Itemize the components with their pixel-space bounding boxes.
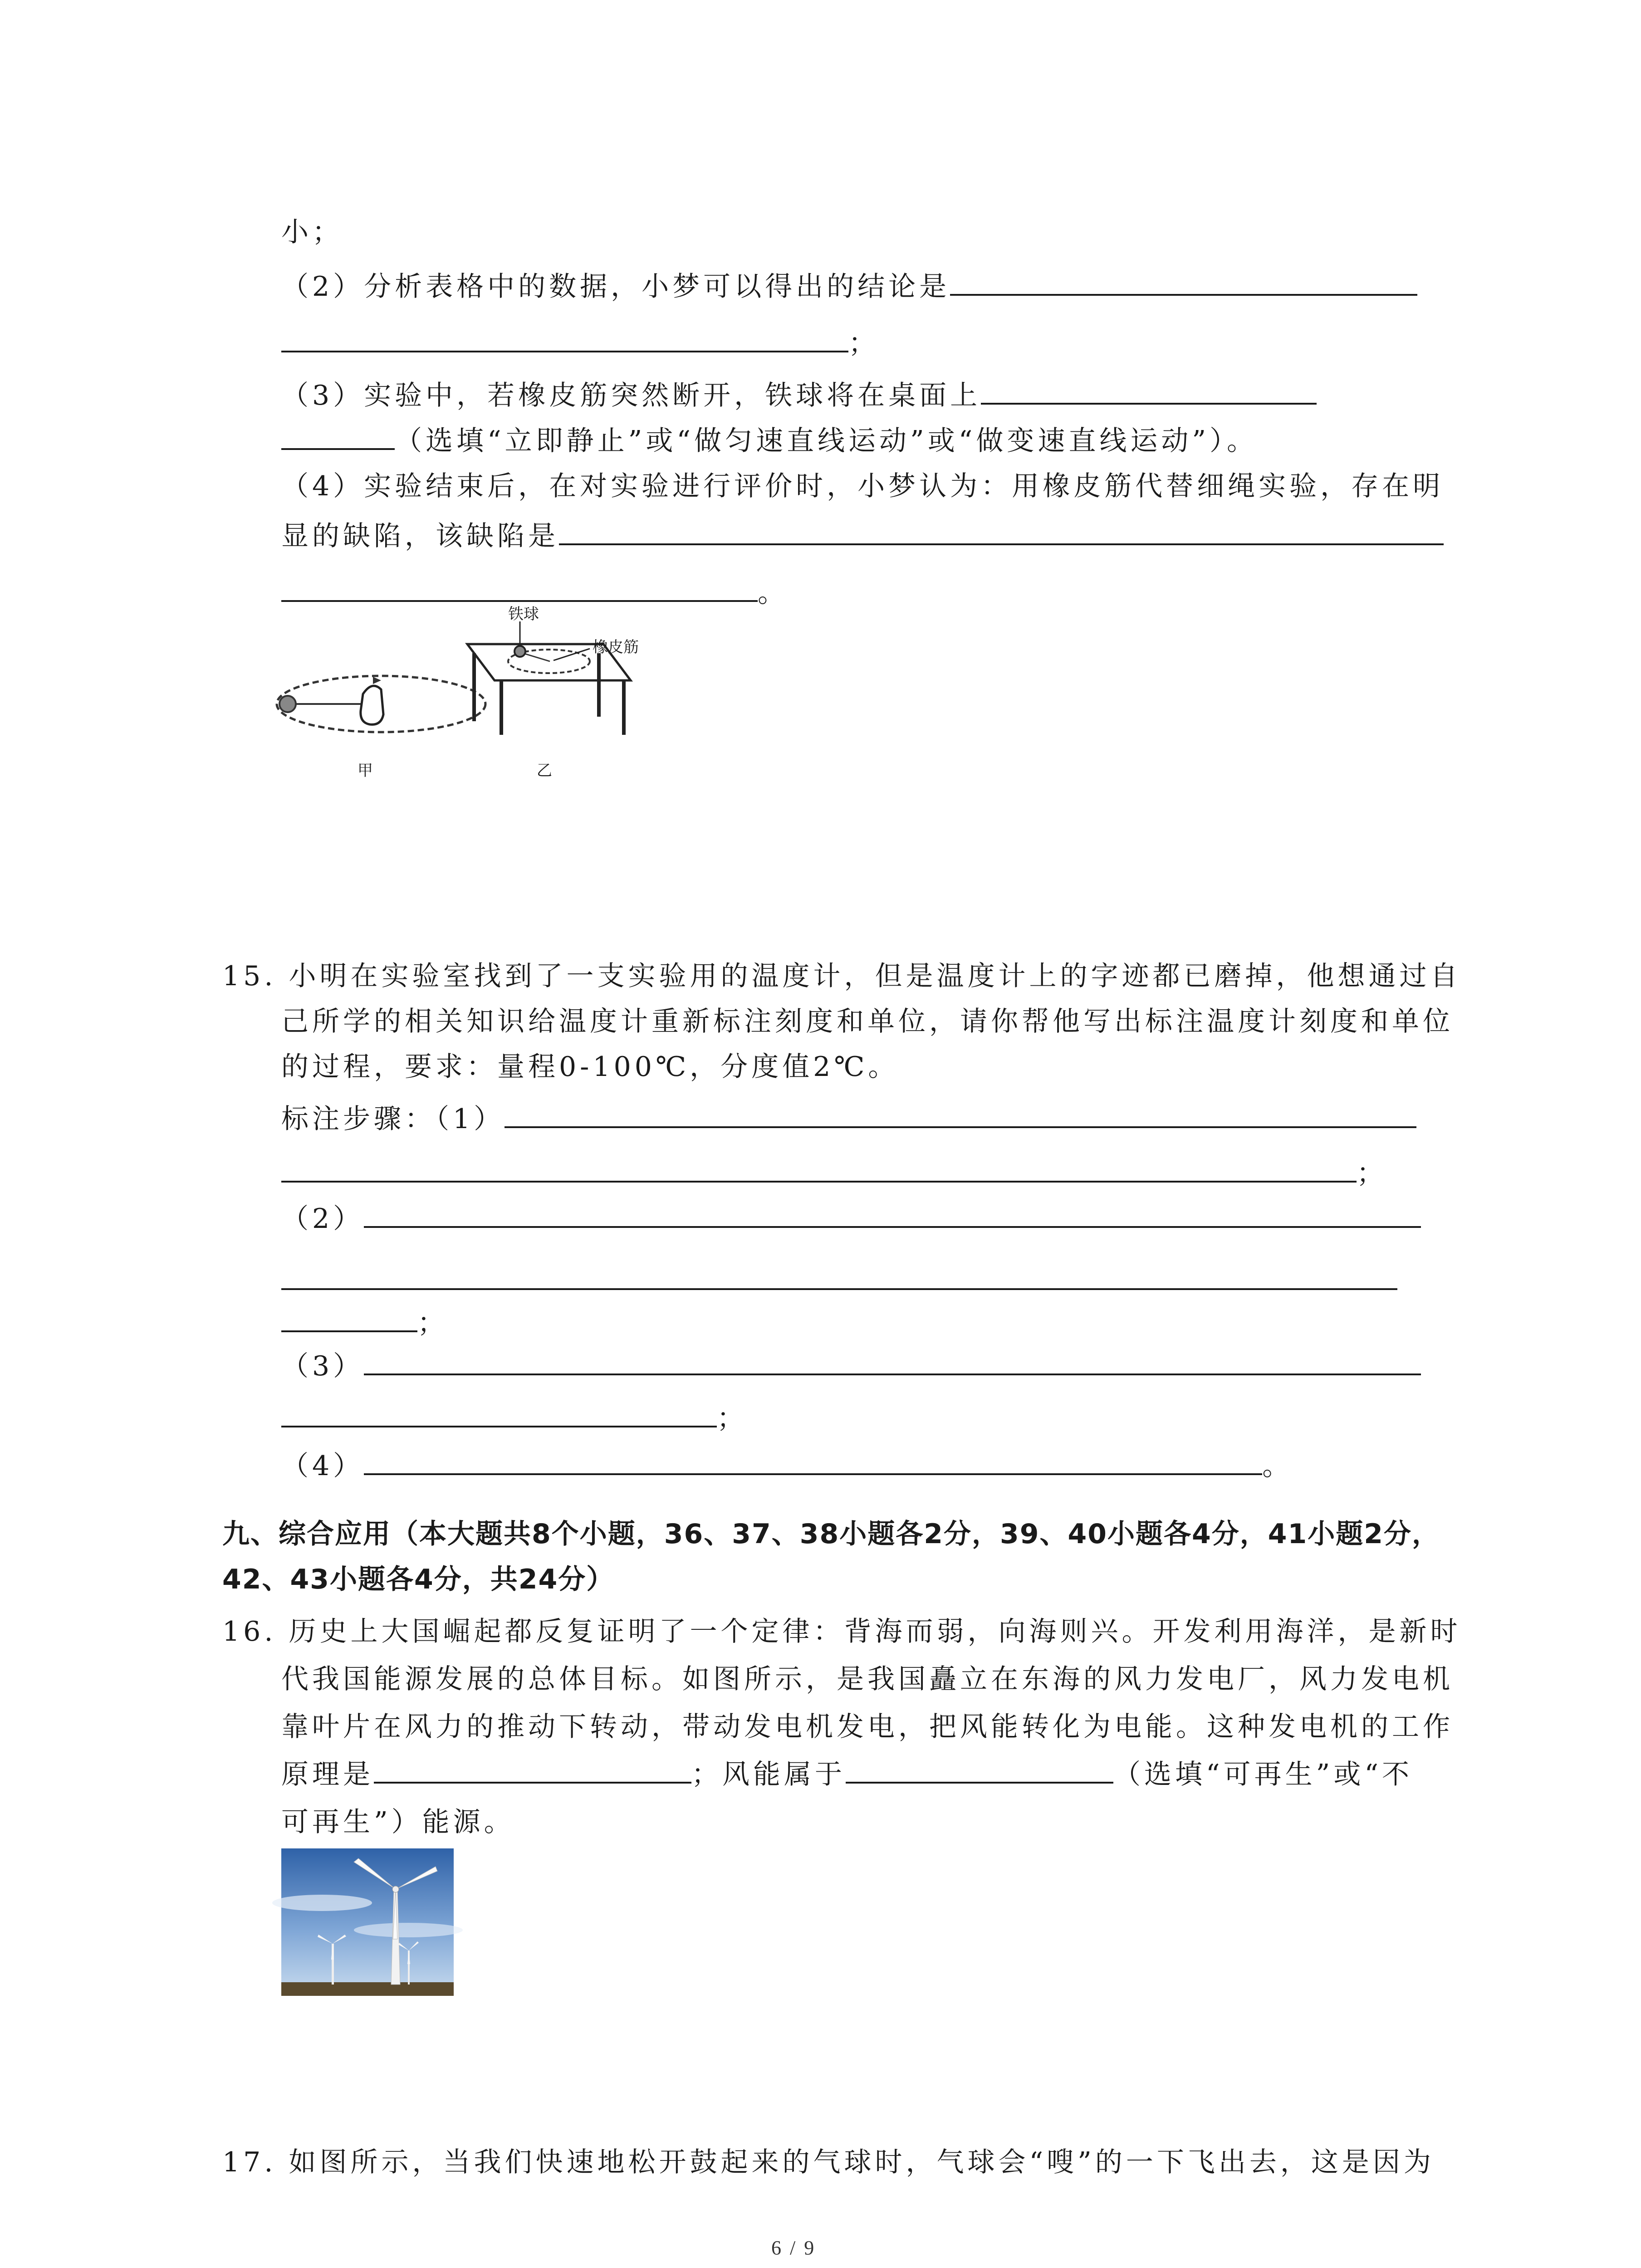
q14-continuation: 小； bbox=[281, 216, 343, 248]
q14-part4-text: 显的缺陷，该缺陷是 bbox=[281, 520, 559, 552]
q14-part2-text: （2）分析表格中的数据，小梦可以得出的结论是 bbox=[281, 271, 950, 303]
ground bbox=[281, 1982, 454, 1996]
q15-step1-blank-2[interactable] bbox=[281, 1157, 1357, 1183]
q15-step2-semicolon: ； bbox=[417, 1307, 448, 1339]
q16-line4 bbox=[281, 1755, 1413, 1794]
label-band: 橡皮筋 bbox=[593, 638, 639, 656]
q15-step2-blank-2[interactable] bbox=[281, 1288, 1397, 1290]
q15-step3-semicolon: ； bbox=[717, 1403, 748, 1434]
iron-ball-yi bbox=[514, 646, 525, 657]
q14-part2-prompt bbox=[281, 268, 1417, 306]
section9-heading-line2: 42、43小题各4分，共24分） bbox=[222, 1564, 615, 1595]
cloud-2 bbox=[354, 1923, 463, 1937]
q16-energy-blank[interactable] bbox=[846, 1758, 1113, 1784]
q15-step3-blank[interactable] bbox=[364, 1350, 1421, 1375]
wind-turbine-image bbox=[281, 1848, 454, 1996]
q14-part4-answer-blank-2[interactable] bbox=[281, 577, 758, 602]
q16-line2: 代我国能源发展的总体目标。如图所示，是我国矗立在东海的风力发电厂，风力发电机 bbox=[281, 1663, 1454, 1695]
q16-line3: 靠叶片在风力的推动下转动，带动发电机发电，把风能转化为电能。这种发电机的工作 bbox=[281, 1711, 1454, 1743]
q16-options: （选填“可再生”或“不 bbox=[1113, 1759, 1413, 1790]
hand-icon bbox=[361, 686, 383, 724]
q15-step3-line2 bbox=[281, 1399, 748, 1437]
q15-step1 bbox=[281, 1100, 1416, 1138]
q15-step1-semicolon: ； bbox=[1357, 1158, 1387, 1189]
page-number: 6 / 9 bbox=[771, 2237, 816, 2259]
q15-step3-blank-2[interactable] bbox=[281, 1402, 717, 1427]
q14-part4-prompt: （4）实验结束后，在对实验进行评价时，小梦认为：用橡皮筋代替细绳实验，存在明 bbox=[281, 470, 1444, 502]
q14-part2-answer-blank[interactable] bbox=[950, 270, 1417, 296]
q14-part3-line2 bbox=[281, 422, 1258, 460]
q15-step1-label: 标注步骤：（1） bbox=[281, 1103, 505, 1135]
q15-step1-line2 bbox=[281, 1154, 1387, 1193]
q15-line2: 己所学的相关知识给温度计重新标注刻度和单位，请你帮他写出标注温度计刻度和单位 bbox=[281, 1006, 1454, 1037]
hub bbox=[392, 1886, 399, 1892]
label-yi: 乙 bbox=[537, 762, 552, 780]
q15-step2-line3 bbox=[281, 1304, 448, 1342]
q16-line5: 可再生”）能源。 bbox=[281, 1806, 515, 1838]
q15-step1-blank[interactable] bbox=[505, 1103, 1416, 1128]
q16-principle-blank[interactable] bbox=[374, 1758, 691, 1784]
q15-step2-blank[interactable] bbox=[364, 1202, 1421, 1228]
figure-yi bbox=[467, 605, 639, 780]
q14-part3-answer-blank-2[interactable] bbox=[281, 425, 395, 450]
iron-ball-jia bbox=[279, 696, 296, 712]
q14-part2-line2 bbox=[281, 324, 879, 362]
q17-line1: 17. 如图所示，当我们快速地松开鼓起来的气球时，气球会“嗖”的一下飞出去，这是因为 bbox=[222, 2146, 1435, 2178]
q15-step2-blank-3[interactable] bbox=[281, 1307, 417, 1332]
q15-step3-label: （3） bbox=[281, 1350, 364, 1382]
q15-step2-label: （2） bbox=[281, 1203, 364, 1235]
q14-part2-semicolon: ； bbox=[848, 327, 879, 359]
q16-principle-label: 原理是 bbox=[281, 1759, 374, 1790]
section9-heading-line1: 九、综合应用（本大题共8个小题，36、37、38小题各2分，39、40小题各4分，41小题2分， bbox=[222, 1518, 1440, 1550]
q14-part4-answer-blank[interactable] bbox=[559, 520, 1444, 545]
q15-step2 bbox=[281, 1200, 1421, 1238]
label-ball: 铁球 bbox=[508, 605, 539, 623]
label-jia: 甲 bbox=[358, 762, 373, 780]
q14-part2-answer-blank-2[interactable] bbox=[281, 327, 848, 352]
q15-step4-label: （4） bbox=[281, 1450, 364, 1482]
q16-line1: 16. 历史上大国崛起都反复证明了一个定律：背海而弱，向海则兴。开发利用海洋，是新时 bbox=[222, 1616, 1461, 1647]
q14-part3-text: （3）实验中，若橡皮筋突然断开，铁球将在桌面上 bbox=[281, 380, 981, 411]
cloud-1 bbox=[272, 1895, 372, 1911]
q15-line3: 的过程，要求：量程0-100℃，分度值2℃。 bbox=[281, 1051, 899, 1083]
q15-line1: 15. 小明在实验室找到了一支实验用的温度计，但是温度计上的字迹都已磨掉，他想通过自 bbox=[222, 960, 1461, 992]
q15-step4-period: 。 bbox=[1262, 1450, 1293, 1482]
q16-energy-label: ；风能属于 bbox=[691, 1759, 846, 1790]
q15-step3 bbox=[281, 1347, 1421, 1385]
q14-figure bbox=[272, 603, 639, 794]
q14-part3-answer-blank[interactable] bbox=[981, 379, 1317, 405]
q14-part3-options: （选填“立即静止”或“做匀速直线运动”或“做变速直线运动”）。 bbox=[395, 425, 1258, 457]
figure-jia bbox=[277, 676, 485, 780]
q14-part3-prompt bbox=[281, 376, 1317, 415]
q15-step4 bbox=[281, 1447, 1293, 1485]
q14-part4-line2 bbox=[281, 517, 1444, 555]
q15-step4-blank[interactable] bbox=[364, 1450, 1262, 1475]
direction-arrow-icon bbox=[373, 677, 381, 684]
q14-part4-period: 。 bbox=[758, 577, 789, 609]
